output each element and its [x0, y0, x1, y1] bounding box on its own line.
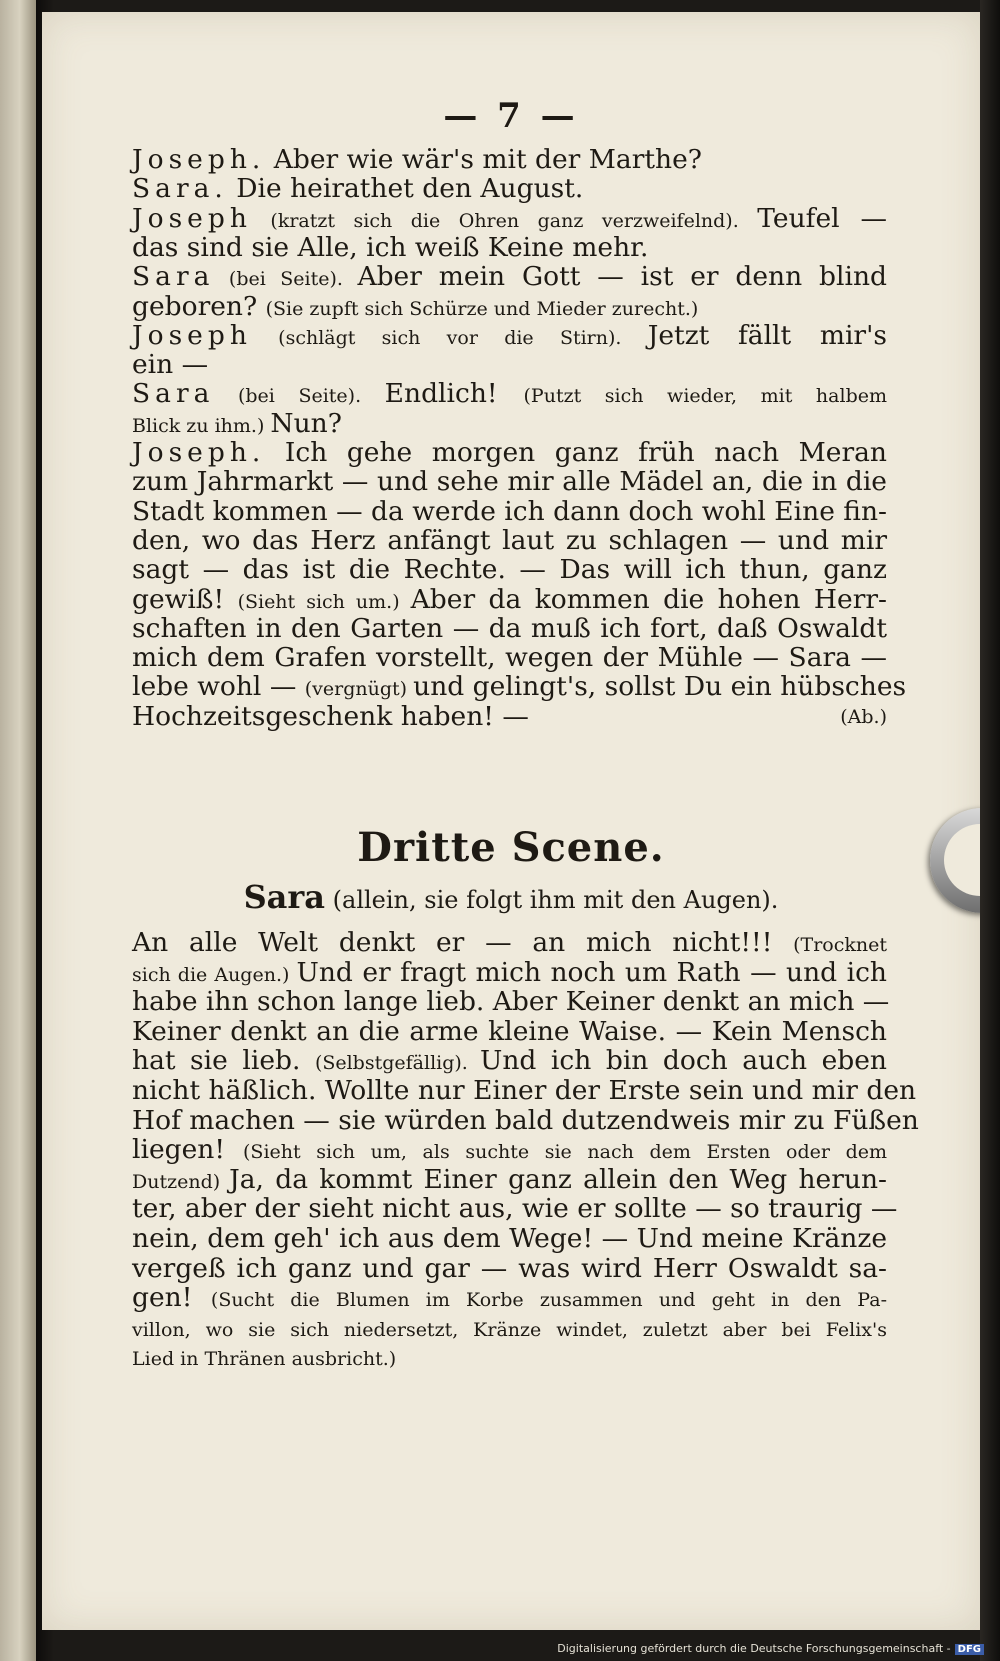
- text-span: hat sie lieb.: [132, 1045, 315, 1077]
- character-name: Joseph: [132, 319, 252, 351]
- text-line: [132, 642, 887, 674]
- text-line: [132, 1193, 898, 1225]
- stage-direction: sich die Augen.): [132, 963, 297, 986]
- character-name: Joseph.: [132, 437, 266, 468]
- facing-page-edge: [0, 0, 36, 1661]
- scene-heading: Dritte Scene.: [357, 824, 665, 871]
- text-line: [132, 1341, 887, 1375]
- text-line: [132, 1075, 917, 1107]
- text-span: An alle Welt denkt er — an mich nicht!!!: [132, 927, 794, 958]
- text-span: Aber mein Gott — ist er denn blind: [357, 261, 888, 293]
- text-span: und gelingt's, sollst Du ein hübsches: [413, 671, 907, 703]
- exit-direction: (Ab.): [840, 705, 887, 728]
- text-span: gewiß!: [132, 583, 238, 615]
- text-span: vergeß ich ganz und gar — was wird Herr Oswaldt sa-: [132, 1252, 887, 1284]
- text-span: Aber wie wär's mit der Marthe?: [265, 144, 702, 175]
- stage-direction: Lied in Thränen ausbricht.): [132, 1348, 397, 1371]
- text-line: [132, 554, 887, 586]
- text-span: sagt — das ist die Rechte. — Das will ich thun, ganz: [132, 554, 887, 586]
- text-line: [132, 1253, 887, 1285]
- stage-direction: Blick zu ihm.): [132, 414, 271, 437]
- text-span: Hof machen — sie würden bald dutzendweis mir zu Füßen: [132, 1104, 919, 1136]
- text-span: habe ihn schon lange lieb. Aber Keiner denkt an mich —: [132, 986, 890, 1018]
- text-span: Keiner denkt an die arme kleine Waise. — Kein Mensch: [132, 1015, 887, 1047]
- page-number: — 7 —: [443, 96, 579, 136]
- stage-direction: (Sie zupft sich Schürze und Mieder zurecht.): [265, 297, 699, 320]
- scan-background-edge: [980, 0, 1000, 1661]
- stage-direction: (bei Seite).: [214, 268, 358, 291]
- text-span: Aber da kommen die hohen Herr-: [410, 583, 887, 615]
- character-name: Joseph: [132, 202, 252, 234]
- stage-direction: (schlägt sich vor die Stirn).: [251, 326, 648, 349]
- text-line: [132, 349, 887, 381]
- stage-direction: (allein, sie folgt ihm mit den Augen).: [332, 886, 779, 914]
- stage-direction: (Sieht sich um.): [237, 590, 411, 613]
- character-name: Sara: [132, 261, 215, 293]
- stage-direction: (Selbstgefällig).: [314, 1052, 481, 1075]
- text-span: Endlich!: [384, 378, 524, 410]
- stage-direction: villon, wo sie sich niedersetzt, Kränze windet, zuletzt aber bei Felix's: [132, 1318, 887, 1341]
- text-span: Ja, da kommt Einer ganz allein den Weg herun-: [229, 1163, 887, 1195]
- scene-subheading: [42, 878, 980, 916]
- character-name: Sara.: [132, 173, 228, 205]
- text-line: [132, 613, 887, 645]
- text-span: nicht häßlich. Wollte nur Einer der Erste sein und mir den: [132, 1075, 917, 1106]
- text-span: schaften in den Garten — da muß ich fort, daß Oswaldt: [132, 612, 887, 644]
- text-span: Ich gehe morgen ganz früh nach Meran: [265, 437, 887, 468]
- text-span: Nun?: [270, 407, 342, 439]
- text-span: mich dem Grafen vorstellt, wegen der Mühle — Sara —: [132, 642, 887, 674]
- text-line: [132, 1223, 887, 1255]
- text-span: ein —: [132, 349, 209, 381]
- text-line: [132, 144, 887, 176]
- stage-direction: (Trocknet: [793, 934, 887, 956]
- text-span: Und er fragt mich noch um Rath — und ich: [296, 956, 887, 988]
- character-name: Joseph.: [132, 144, 266, 175]
- text-span: Und ich bin doch auch eben: [480, 1045, 887, 1077]
- text-span: Jetzt fällt mir's: [647, 319, 887, 351]
- text-span: gen!: [132, 1282, 211, 1314]
- book-page: [42, 12, 980, 1630]
- text-span: den, wo das Herz anfängt laut zu schlagen — und mir: [132, 524, 887, 556]
- text-line: [132, 437, 887, 469]
- text-span: nein, dem geh' ich aus dem Wege! — Und meine Kränze: [132, 1223, 887, 1254]
- stage-direction: (Sieht sich um, als suchte sie nach dem Ersten oder dem: [243, 1141, 887, 1164]
- stage-direction: Dutzend): [132, 1170, 230, 1193]
- text-span: liegen!: [132, 1134, 244, 1166]
- text-span: ter, aber der sieht nicht aus, wie er sollte — so traurig —: [132, 1193, 898, 1225]
- text-line: [132, 986, 890, 1018]
- text-span: das sind sie Alle, ich weiß Keine mehr.: [132, 231, 649, 263]
- text-span: zum Jahrmarkt — und sehe mir alle Mädel an, die in die: [132, 466, 887, 498]
- character-name: Sara: [243, 878, 325, 916]
- character-name: Sara: [132, 378, 215, 410]
- text-line: [132, 173, 887, 205]
- text-line: [132, 701, 887, 733]
- text-span: Teufel —: [757, 202, 887, 234]
- text-span: lebe wohl —: [132, 671, 305, 703]
- footer-text: Digitalisierung gefördert durch die Deutsche Forschungsgemeinschaft -: [557, 1642, 951, 1655]
- stage-direction: (vergnügt): [304, 678, 414, 701]
- text-span: geboren?: [132, 290, 266, 322]
- text-line: [132, 1104, 919, 1137]
- digitization-footer: [557, 1642, 984, 1655]
- text-span: Die heirathet den August.: [227, 173, 584, 205]
- stage-direction: (kratzt sich die Ohren ganz verzweifelnd).: [251, 209, 758, 232]
- text-line: [132, 466, 887, 498]
- text-line: [132, 525, 887, 557]
- stage-direction: (bei Seite).: [214, 385, 385, 408]
- text-line: [132, 232, 887, 264]
- text-span: Stadt kommen — da werde ich dann doch wohl Eine fin-: [132, 495, 887, 527]
- text-line: [132, 1016, 887, 1048]
- text-span: Hochzeitsgeschenk haben! —: [132, 700, 529, 732]
- stage-direction: (Putzt sich wieder, mit halbem: [523, 385, 887, 408]
- stage-direction: (Sucht die Blumen im Korbe zusammen und geht in den Pa-: [210, 1289, 887, 1312]
- dfg-logo: DFG: [955, 1644, 984, 1655]
- text-line: [132, 496, 887, 528]
